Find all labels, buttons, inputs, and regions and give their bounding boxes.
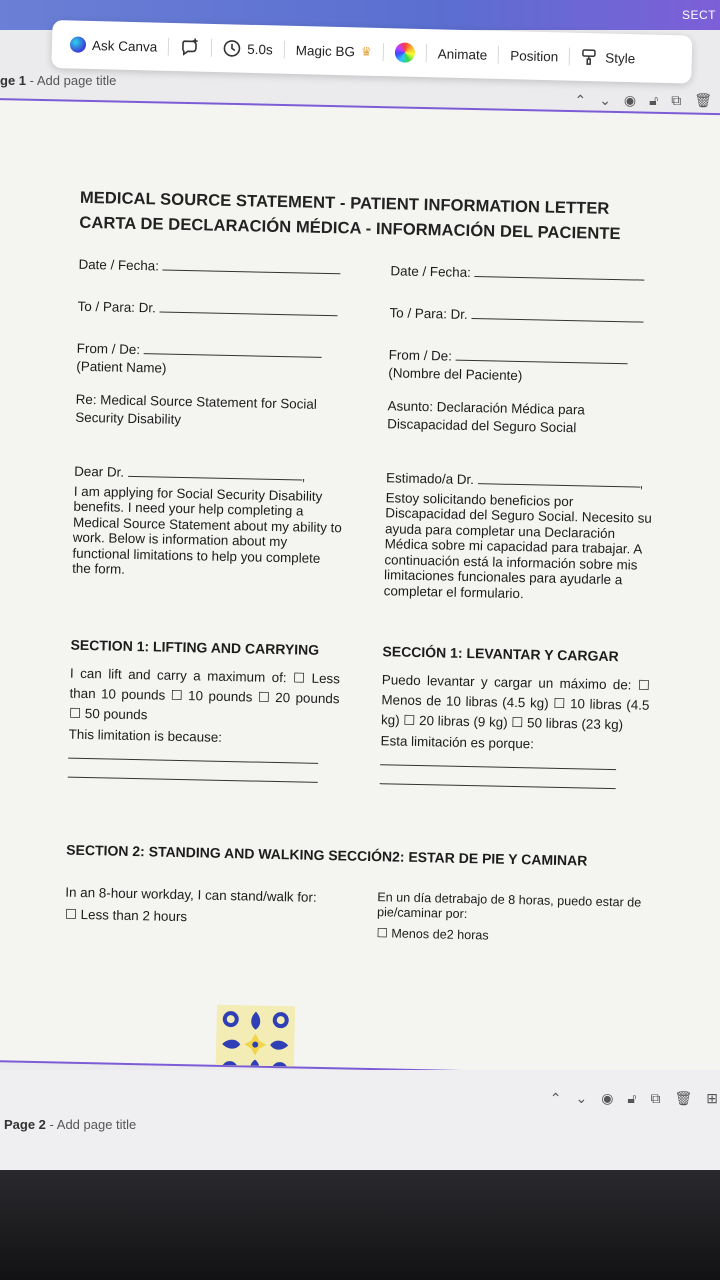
magic-bg-label: Magic BG bbox=[295, 42, 356, 59]
estimado-blank[interactable] bbox=[478, 471, 640, 487]
page-title-separator: - bbox=[29, 73, 37, 88]
title-spanish: CARTA DE DECLARACIÓN MÉDICA - INFORMACIÓN DEL PACIENTE bbox=[79, 213, 621, 244]
english-intro bbox=[72, 463, 345, 598]
page-1-header[interactable] bbox=[0, 73, 116, 88]
de-field: From / De: bbox=[389, 346, 657, 370]
position-button[interactable] bbox=[502, 48, 566, 65]
hide-eye-icon[interactable]: ◉ bbox=[601, 1090, 614, 1106]
crown-icon: ♛ bbox=[360, 44, 372, 59]
fecha-field: Date / Fecha: bbox=[390, 262, 658, 286]
estimado-field: Estimado/a Dr. , bbox=[385, 470, 644, 491]
nombre-paciente-hint: (Nombre del Paciente) bbox=[388, 365, 523, 384]
razon-blank-2[interactable] bbox=[380, 769, 616, 789]
style-button[interactable] bbox=[573, 48, 643, 68]
corner-label: SECT bbox=[681, 8, 716, 22]
position-label: Position bbox=[510, 47, 559, 64]
title-english: MEDICAL SOURCE STATEMENT - PATIENT INFORMATION LETTER bbox=[79, 188, 610, 218]
animate-button[interactable] bbox=[430, 46, 496, 63]
section-1-heading: SECTION 1: LIFTING AND CARRYING bbox=[70, 636, 320, 658]
toolbar-divider bbox=[383, 43, 384, 61]
pregunta-de-pie: En un día detrabajo de 8 horas, puedo estar de pie/caminar por: bbox=[376, 890, 642, 922]
duration-value: 5.0s bbox=[247, 41, 273, 57]
monitor-bezel bbox=[0, 1170, 720, 1280]
toolbar-divider bbox=[426, 44, 427, 62]
lifting-options[interactable]: I can lift and carry a maximum of: ☐ Less than 10 pounds ☐ 10 pounds ☐ 20 pounds ☐ 50 pounds bbox=[68, 665, 341, 723]
spanish-intro bbox=[384, 469, 655, 604]
header-fields bbox=[75, 256, 658, 439]
dear-field: Dear Dr. , bbox=[74, 463, 306, 484]
page-title-separator: - bbox=[49, 1117, 57, 1132]
canva-assistant-icon bbox=[70, 36, 86, 52]
toolbar-divider bbox=[168, 38, 169, 56]
salutation-section bbox=[72, 463, 655, 604]
page-1-actions bbox=[574, 92, 712, 109]
document-title bbox=[79, 186, 660, 248]
toolbar-divider bbox=[211, 39, 212, 57]
opciones-levantar[interactable]: Puedo levantar y cargar un máximo de: ☐ Menos de 10 libras (4.5 kg) ☐ 10 libras (4.5 kg) ☐ 20 libras (9 kg) ☐ 50 libras (23 kg) bbox=[380, 672, 651, 733]
duplicate-page-icon[interactable]: ⧉ bbox=[671, 92, 682, 108]
para-field: To / Para: Dr. bbox=[389, 304, 657, 328]
chevron-up-icon[interactable]: ⌃ bbox=[574, 92, 587, 108]
page-1-title-input[interactable]: Add page title bbox=[36, 73, 117, 88]
from-blank[interactable] bbox=[144, 341, 322, 358]
ask-canva-label: Ask Canva bbox=[91, 37, 158, 55]
section-2-spanish bbox=[376, 890, 645, 947]
animate-label: Animate bbox=[437, 45, 488, 63]
standing-option-1[interactable]: ☐ Less than 2 hours bbox=[64, 906, 188, 925]
lock-icon[interactable]: 🔓︎ bbox=[627, 1090, 637, 1106]
toolbar-divider bbox=[569, 48, 570, 66]
para-blank[interactable] bbox=[471, 306, 643, 323]
style-brush-icon bbox=[581, 48, 599, 66]
parrafo-intro: Estoy solicitando beneficios por Discapacidad del Seguro Social. Necesito su ayuda para completar una Declaración Médica sobre mi capacidad para trabajar. A continuación está la información sobre mis limitaciones funcionales para ayudarle a completar el formulario. bbox=[383, 489, 652, 601]
section-2 bbox=[64, 884, 645, 947]
de-blank[interactable] bbox=[456, 348, 628, 365]
asunto-line: Asunto: Declaración Médica para Discapacidad del Seguro Social bbox=[387, 398, 586, 436]
section-1-english bbox=[68, 636, 341, 784]
letter-document bbox=[64, 186, 660, 947]
date-blank[interactable] bbox=[163, 258, 341, 275]
section-1 bbox=[68, 636, 651, 790]
limitation-because-label: This limitation is because: bbox=[68, 726, 223, 745]
section-1-spanish bbox=[380, 642, 651, 790]
ask-canva-button[interactable] bbox=[62, 36, 166, 55]
decorative-tile-graphic[interactable] bbox=[215, 1005, 295, 1078]
to-blank[interactable] bbox=[159, 299, 337, 316]
floral-tile-icon bbox=[215, 1005, 295, 1078]
english-column bbox=[75, 256, 349, 433]
page-2-header[interactable] bbox=[4, 1117, 136, 1132]
standing-question: In an 8-hour workday, I can stand/walk for: bbox=[65, 884, 317, 905]
intro-paragraph: I am applying for Social Security Disability benefits. I need your help completing a Medical Source Statement about my ability to work. Below is information about my functional limitations to help you complete the form. bbox=[72, 483, 342, 577]
limitacion-porque-label: Esta limitación es porque: bbox=[380, 733, 535, 752]
fecha-blank[interactable] bbox=[474, 264, 644, 281]
duplicate-page-icon[interactable]: ⧉ bbox=[650, 1090, 661, 1106]
page-2-label: Page 2 bbox=[4, 1117, 46, 1132]
document-page-1[interactable] bbox=[0, 98, 720, 1078]
to-field: To / Para: Dr. bbox=[77, 298, 347, 322]
delete-trash-icon[interactable]: 🗑︎ bbox=[694, 92, 712, 108]
add-page-icon[interactable]: ⊞ bbox=[706, 1090, 718, 1106]
delete-trash-icon[interactable]: 🗑︎ bbox=[674, 1090, 693, 1106]
hide-eye-icon[interactable]: ◉ bbox=[623, 92, 637, 108]
toolbar-divider bbox=[498, 46, 499, 64]
section-2-english bbox=[64, 884, 335, 941]
chevron-down-icon[interactable]: ⌄ bbox=[575, 1090, 588, 1106]
page-1-label: ge 1 bbox=[0, 73, 27, 88]
color-button[interactable] bbox=[387, 42, 423, 63]
toolbar-divider bbox=[284, 41, 285, 59]
style-label: Style bbox=[605, 50, 636, 66]
patient-name-hint: (Patient Name) bbox=[76, 358, 167, 376]
magic-bg-button[interactable] bbox=[288, 42, 380, 59]
lock-icon[interactable]: 🔓︎ bbox=[649, 92, 659, 108]
spanish-column bbox=[387, 262, 659, 439]
dear-blank[interactable] bbox=[128, 464, 302, 481]
clock-icon bbox=[223, 39, 241, 57]
comment-add-icon bbox=[180, 37, 200, 57]
comment-add-button[interactable] bbox=[172, 37, 208, 58]
chevron-up-icon[interactable]: ⌃ bbox=[549, 1090, 562, 1106]
chevron-down-icon[interactable]: ⌄ bbox=[599, 92, 611, 108]
color-wheel-icon bbox=[395, 42, 415, 62]
reason-blank-2[interactable] bbox=[68, 763, 318, 783]
opcion-de-pie-1[interactable]: ☐ Menos de2 horas bbox=[376, 926, 489, 943]
page-2-actions bbox=[550, 1090, 718, 1107]
duration-button[interactable] bbox=[215, 39, 281, 59]
from-field: From / De: bbox=[77, 340, 347, 364]
section-2-heading: SECTION 2: STANDING AND WALKING SECCIÓN2: ESTAR DE PIE Y CAMINAR bbox=[66, 841, 588, 869]
page-2-title-input[interactable]: Add page title bbox=[56, 1117, 137, 1132]
seccion-1-heading: SECCIÓN 1: LEVANTAR Y CARGAR bbox=[382, 643, 619, 665]
re-line: Re: Medical Source Statement for Social Security Disability bbox=[75, 391, 317, 427]
date-field: Date / Fecha: bbox=[78, 256, 348, 280]
